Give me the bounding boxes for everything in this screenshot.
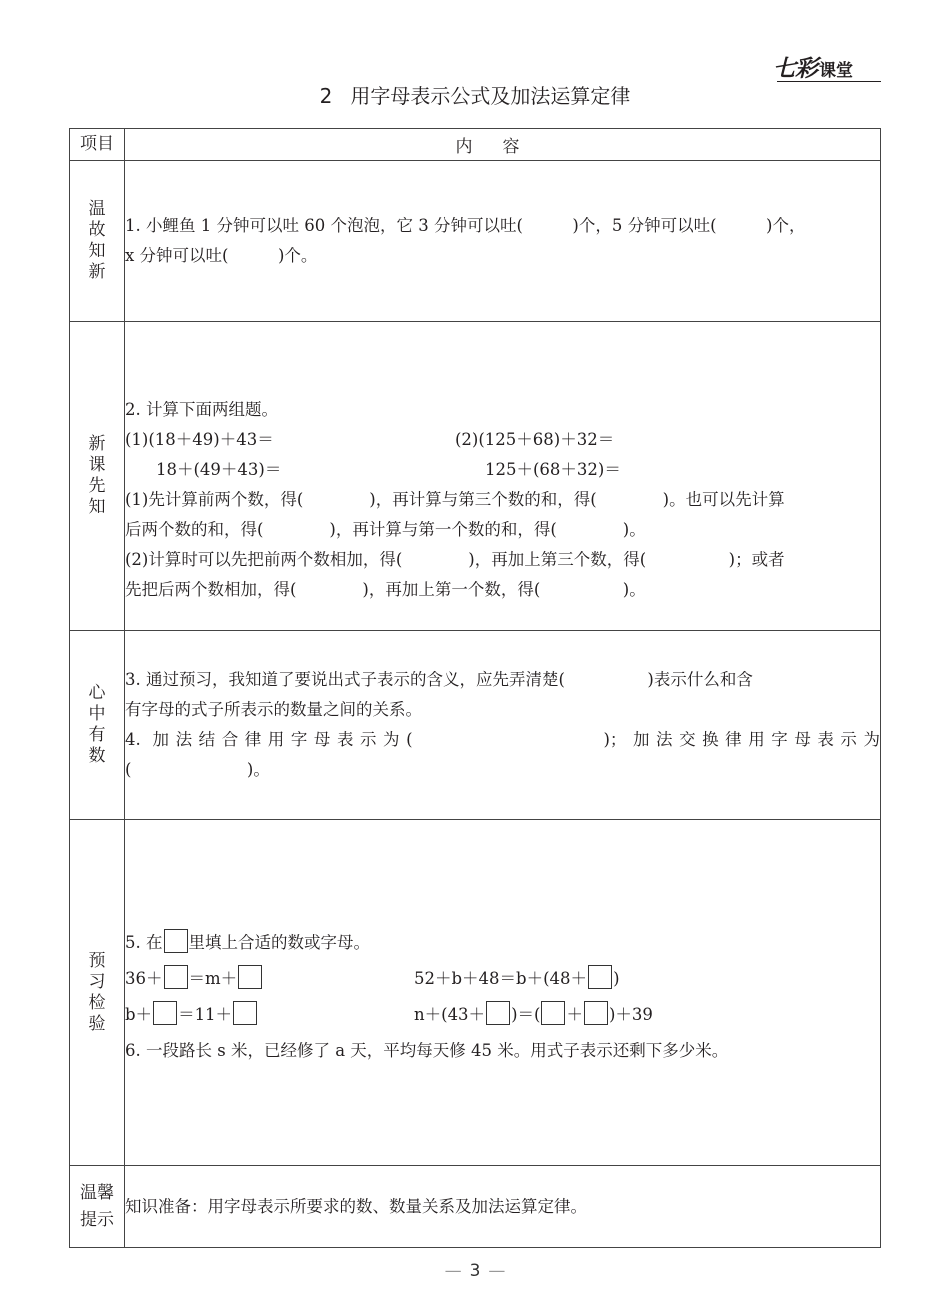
answer-box[interactable]	[233, 1001, 257, 1025]
paragraph-1-line-2: 后两个数的和，得( )，再计算与第一个数的和，得( )。	[125, 520, 646, 539]
expression-1b: 18＋(49＋43)＝	[156, 460, 282, 479]
fill-expression-1b: 52＋b＋48＝b＋(48＋ )	[414, 961, 620, 997]
worksheet-table	[69, 128, 881, 1248]
paragraph-1-line-1: (1)先计算前两个数，得( )，再计算与第三个数的和，得( )。也可以先计算	[125, 490, 785, 509]
section-understanding	[70, 631, 881, 820]
header-item-cell: 项目	[70, 129, 125, 161]
question-1-line-2: x 分钟可以吐( )个。	[125, 246, 318, 265]
section-content-understanding	[125, 631, 881, 820]
section-tips	[70, 1166, 881, 1248]
section-check	[70, 820, 881, 1166]
fill-expression-2b: n＋(43＋ )＝( ＋ )＋39	[414, 997, 653, 1033]
answer-box[interactable]	[541, 1001, 565, 1025]
section-content-preview	[125, 322, 881, 631]
tip-text: 知识准备：用字母表示所要求的数、数量关系及加法运算定律。	[125, 1166, 881, 1248]
header-row	[70, 129, 881, 161]
section-content-review	[125, 161, 881, 322]
section-preview	[70, 322, 881, 631]
answer-box[interactable]	[164, 965, 188, 989]
section-label-check: 预习检验	[70, 820, 125, 1166]
section-label-tips: 温馨提示	[70, 1166, 125, 1248]
fill-expression-2a: b＋ ＝11＋	[125, 997, 414, 1033]
brand-logo	[773, 50, 881, 84]
question-5-instruction	[125, 925, 880, 961]
expression-2b: 125＋(68＋32)＝	[485, 460, 621, 479]
section-label-review: 温故知新	[70, 161, 125, 322]
title-text: 用字母表示公式及加法运算定律	[350, 84, 631, 108]
question-2-title: 2. 计算下面两组题。	[125, 400, 278, 419]
question-4-line-2: ( )。	[125, 760, 270, 779]
expression-1a: (1)(18＋49)＋43＝	[125, 430, 274, 449]
expression-2a: (2)(125＋68)＋32＝	[455, 430, 615, 449]
expression-row-2	[125, 455, 880, 485]
fill-row-2	[125, 997, 880, 1033]
question-3-line-2: 有字母的式子所表示的数量之间的关系。	[125, 700, 422, 719]
expression-row-1	[125, 425, 880, 455]
fill-expression-1a: 36＋ ＝m＋	[125, 961, 414, 997]
fill-row-1	[125, 961, 880, 997]
question-6: 6. 一段路长 s 米，已经修了 a 天，平均每天修 45 米。用式子表示还剩下多少米。	[125, 1040, 729, 1060]
answer-box[interactable]	[588, 965, 612, 989]
q5-suffix: 里填上合适的数或字母。	[188, 932, 370, 952]
logo-main-text: 七彩	[773, 55, 817, 82]
paragraph-2-line-2: 先把后两个数相加，得( )，再加上第一个数，得( )。	[125, 580, 646, 599]
page-number-value: 3	[469, 1261, 481, 1281]
header-content-cell: 内容	[125, 129, 881, 161]
paragraph-2-line-1: (2)计算时可以先把前两个数相加，得( )，再加上第三个数，得( )；或者	[125, 550, 785, 569]
answer-box[interactable]	[486, 1001, 510, 1025]
page-title	[0, 80, 950, 109]
answer-box[interactable]	[584, 1001, 608, 1025]
title-number: 2	[319, 84, 333, 108]
example-answer-box	[164, 929, 188, 953]
section-label-understanding: 心中有数	[70, 631, 125, 820]
page-number: — 3 —	[444, 1261, 506, 1281]
logo-sub-text: 课堂	[819, 61, 853, 81]
section-content-check	[125, 820, 881, 1166]
q5-prefix: 5. 在	[125, 932, 163, 952]
question-3-line-1: 3. 通过预习，我知道了要说出式子表示的含义，应先弄清楚( )表示什么和含	[125, 670, 753, 689]
section-label-preview: 新课先知	[70, 322, 125, 631]
answer-box[interactable]	[153, 1001, 177, 1025]
section-review	[70, 161, 881, 322]
question-4-line-1: 4. 加法结合律用字母表示为( )；加法交换律用字母表示为	[125, 730, 880, 749]
answer-box[interactable]	[238, 965, 262, 989]
question-1-line-1: 1. 小鲤鱼 1 分钟可以吐 60 个泡泡，它 3 分钟可以吐( )个，5 分钟可以吐( )个，	[125, 216, 806, 235]
